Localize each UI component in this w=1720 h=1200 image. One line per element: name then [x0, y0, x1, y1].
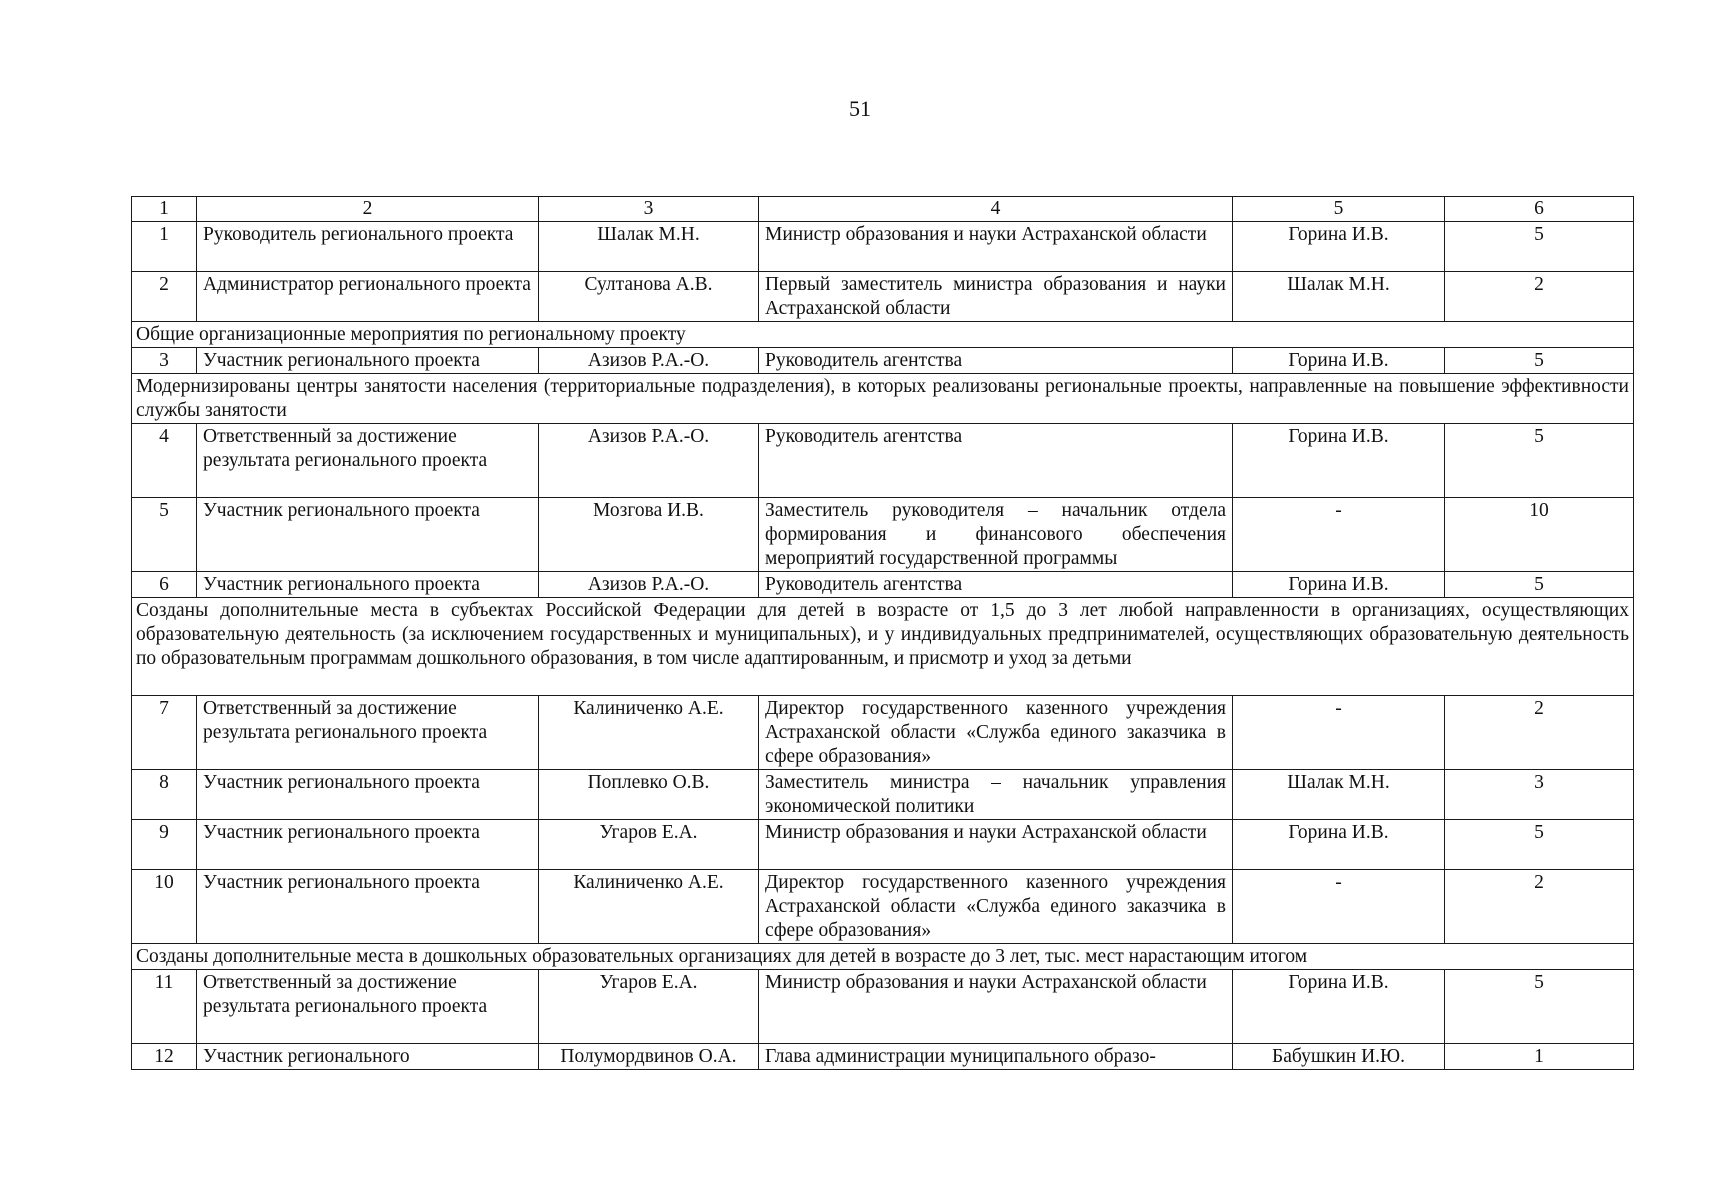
header-cell: 6 — [1445, 197, 1634, 222]
supervisor-cell: Горина И.В. — [1233, 820, 1445, 870]
position-cell: Директор государственного казенного учреждения Астраханской области «Служба единого заказчика в сфере образования» — [759, 870, 1233, 944]
position-cell: Руководитель агентства — [759, 572, 1233, 598]
row-number-cell: 11 — [132, 970, 197, 1044]
role-cell: Ответственный за достижение результата регионального проекта — [197, 970, 539, 1044]
row-number-cell: 6 — [132, 572, 197, 598]
supervisor-cell: Горина И.В. — [1233, 222, 1445, 272]
workload-percent-cell: 5 — [1445, 222, 1634, 272]
row-number-cell: 3 — [132, 348, 197, 374]
table-row — [132, 572, 1634, 598]
row-number-cell: 7 — [132, 696, 197, 770]
role-cell: Участник регионального — [197, 1044, 539, 1070]
table-row — [132, 770, 1634, 820]
workload-percent-cell: 5 — [1445, 572, 1634, 598]
position-cell: Директор государственного казенного учреждения Астраханской области «Служба единого заказчика в сфере образования» — [759, 696, 1233, 770]
position-cell: Заместитель министра – начальник управления экономической политики — [759, 770, 1233, 820]
role-cell: Ответственный за достижение результата регионального проекта — [197, 696, 539, 770]
header-cell: 2 — [197, 197, 539, 222]
table-row — [132, 1044, 1634, 1070]
workload-percent-cell: 10 — [1445, 498, 1634, 572]
responsibility-table — [131, 196, 1634, 1070]
role-cell: Участник регионального проекта — [197, 348, 539, 374]
section-heading: Созданы дополнительные места в субъектах Российской Федерации для детей в возрасте от 1,5 до 3 лет любой направленности в организациях, осуществляющих образовательную деятельность (за исключением государственных и муниципальных), и у индивидуальных предпринимателей, осуществляющих образовательную деятельность по образовательным программам дошкольного образования, в том числе адаптированным, и присмотр и уход за детьми — [132, 598, 1634, 696]
table-header-row — [132, 197, 1634, 222]
header-cell: 5 — [1233, 197, 1445, 222]
row-number-cell: 1 — [132, 222, 197, 272]
workload-percent-cell: 5 — [1445, 424, 1634, 498]
table-row — [132, 498, 1634, 572]
supervisor-cell: - — [1233, 498, 1445, 572]
header-cell: 3 — [539, 197, 759, 222]
supervisor-cell: Горина И.В. — [1233, 970, 1445, 1044]
position-cell: Министр образования и науки Астраханской области — [759, 820, 1233, 870]
person-name-cell: Султанова А.В. — [539, 272, 759, 322]
role-cell: Администратор регионального проекта — [197, 272, 539, 322]
supervisor-cell: - — [1233, 696, 1445, 770]
header-cell: 1 — [132, 197, 197, 222]
role-cell: Участник регионального проекта — [197, 820, 539, 870]
position-cell: Министр образования и науки Астраханской области — [759, 222, 1233, 272]
table-row — [132, 222, 1634, 272]
workload-percent-cell: 5 — [1445, 820, 1634, 870]
supervisor-cell: Шалак М.Н. — [1233, 770, 1445, 820]
position-cell: Глава администрации муниципального образо- — [759, 1044, 1233, 1070]
section-row — [132, 322, 1634, 348]
table-row — [132, 696, 1634, 770]
row-number-cell: 9 — [132, 820, 197, 870]
section-row — [132, 598, 1634, 696]
person-name-cell: Мозгова И.В. — [539, 498, 759, 572]
workload-percent-cell: 2 — [1445, 870, 1634, 944]
workload-percent-cell: 3 — [1445, 770, 1634, 820]
person-name-cell: Шалак М.Н. — [539, 222, 759, 272]
person-name-cell: Азизов Р.А.-О. — [539, 348, 759, 374]
person-name-cell: Угаров Е.А. — [539, 820, 759, 870]
person-name-cell: Полумордвинов О.А. — [539, 1044, 759, 1070]
role-cell: Руководитель регионального проекта — [197, 222, 539, 272]
role-cell: Участник регионального проекта — [197, 870, 539, 944]
workload-percent-cell: 5 — [1445, 970, 1634, 1044]
person-name-cell: Угаров Е.А. — [539, 970, 759, 1044]
position-cell: Руководитель агентства — [759, 348, 1233, 374]
position-cell: Руководитель агентства — [759, 424, 1233, 498]
section-heading: Общие организационные мероприятия по региональному проекту — [132, 322, 1634, 348]
supervisor-cell: Бабушкин И.Ю. — [1233, 1044, 1445, 1070]
section-row — [132, 374, 1634, 424]
position-cell: Министр образования и науки Астраханской области — [759, 970, 1233, 1044]
person-name-cell: Азизов Р.А.-О. — [539, 424, 759, 498]
row-number-cell: 5 — [132, 498, 197, 572]
row-number-cell: 12 — [132, 1044, 197, 1070]
role-cell: Участник регионального проекта — [197, 498, 539, 572]
section-row — [132, 944, 1634, 970]
person-name-cell: Поплевко О.В. — [539, 770, 759, 820]
workload-percent-cell: 1 — [1445, 1044, 1634, 1070]
header-cell: 4 — [759, 197, 1233, 222]
table-row — [132, 424, 1634, 498]
table-row — [132, 348, 1634, 374]
workload-percent-cell: 2 — [1445, 696, 1634, 770]
role-cell: Участник регионального проекта — [197, 770, 539, 820]
table-row — [132, 272, 1634, 322]
table-row — [132, 820, 1634, 870]
supervisor-cell: Горина И.В. — [1233, 424, 1445, 498]
person-name-cell: Калиниченко А.Е. — [539, 870, 759, 944]
section-heading: Модернизированы центры занятости населения (территориальные подразделения), в которых реализованы региональные проекты, направленные на повышение эффективности службы занятости — [132, 374, 1634, 424]
role-cell: Ответственный за достижение результата регионального проекта — [197, 424, 539, 498]
role-cell: Участник регионального проекта — [197, 572, 539, 598]
row-number-cell: 4 — [132, 424, 197, 498]
supervisor-cell: Горина И.В. — [1233, 572, 1445, 598]
position-cell: Первый заместитель министра образования и науки Астраханской области — [759, 272, 1233, 322]
person-name-cell: Азизов Р.А.-О. — [539, 572, 759, 598]
supervisor-cell: Шалак М.Н. — [1233, 272, 1445, 322]
section-heading: Созданы дополнительные места в дошкольных образовательных организациях для детей в возрасте до 3 лет, тыс. мест нарастающим итогом — [132, 944, 1634, 970]
workload-percent-cell: 5 — [1445, 348, 1634, 374]
row-number-cell: 10 — [132, 870, 197, 944]
workload-percent-cell: 2 — [1445, 272, 1634, 322]
supervisor-cell: Горина И.В. — [1233, 348, 1445, 374]
page-number: 51 — [849, 96, 871, 121]
table-row — [132, 970, 1634, 1044]
table-row — [132, 870, 1634, 944]
supervisor-cell: - — [1233, 870, 1445, 944]
person-name-cell: Калиниченко А.Е. — [539, 696, 759, 770]
row-number-cell: 8 — [132, 770, 197, 820]
position-cell: Заместитель руководителя – начальник отдела формирования и финансового обеспечения мероприятий государственной программы — [759, 498, 1233, 572]
row-number-cell: 2 — [132, 272, 197, 322]
